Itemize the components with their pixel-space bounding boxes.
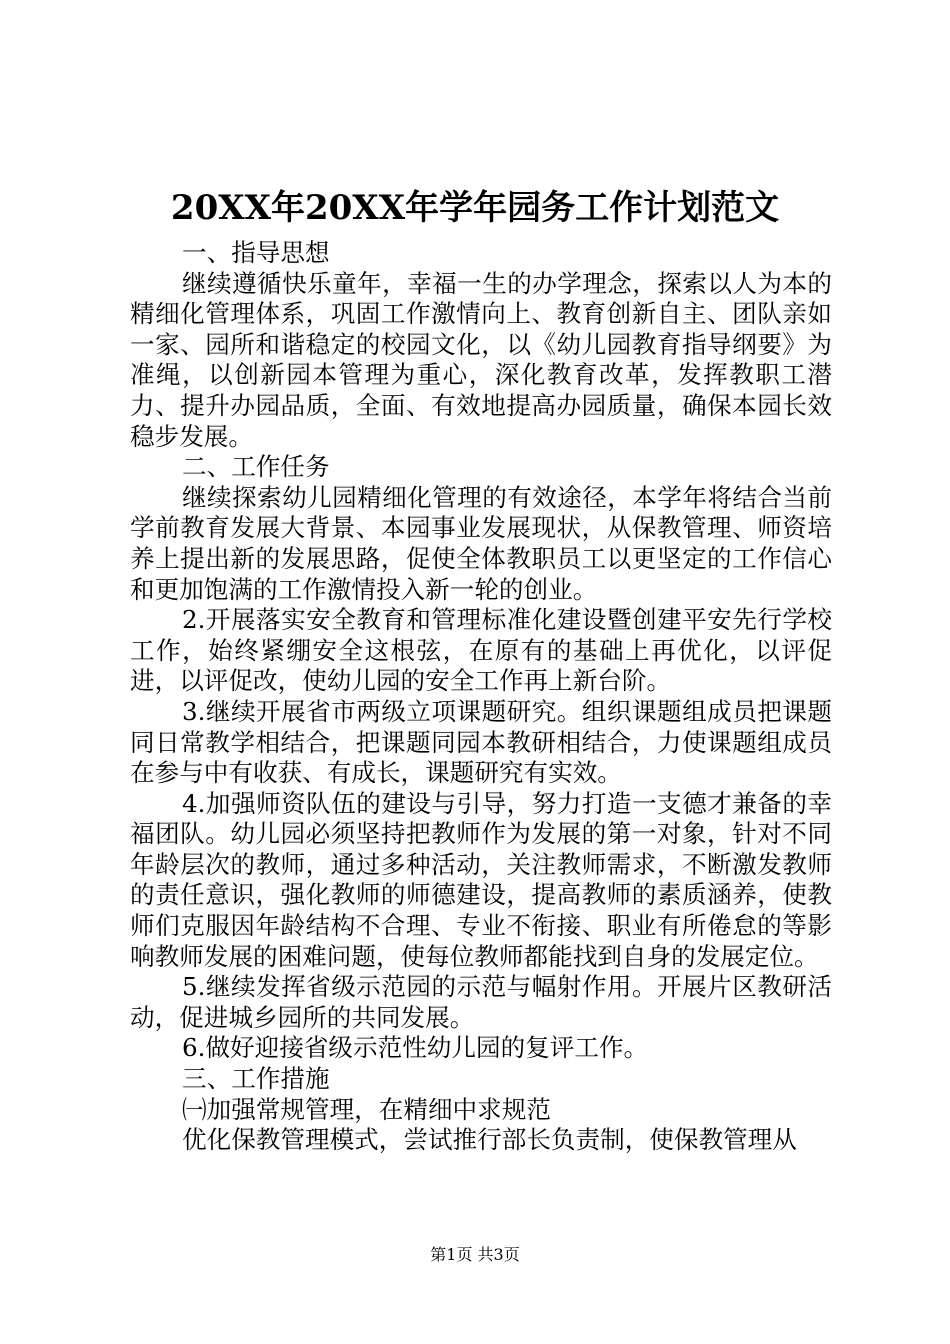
page-footer: 第1页 共3页 bbox=[430, 1245, 520, 1264]
paragraph-task-5: 5.继续发挥省级示范园的示范与幅射作用。开展片区教研活动，促进城乡园所的共同发展。 bbox=[130, 972, 832, 1032]
paragraph-task-3: 3.继续开展省市两级立项课题研究。组织课题组成员把课题同日常教学相结合，把课题同园本教研相结合，力使课题组成员在参与中有收获、有成长，课题研究有实效。 bbox=[130, 696, 832, 788]
paragraph-task-6: 6.做好迎接省级示范性幼儿园的复评工作。 bbox=[182, 1033, 649, 1063]
document-title: 20XX年20XX年学年园务工作计划范文 bbox=[170, 188, 780, 228]
paragraph-task-2: 2.开展落实安全教育和管理标准化建设暨创建平安先行学校工作，始终紧绷安全这根弦，在原有的基础上再优化，以评促进，以评促改，使幼儿园的安全工作再上新台阶。 bbox=[130, 605, 832, 696]
paragraph-guiding-ideology: 继续遵循快乐童年，幸福一生的办学理念，探索以人为本的精细化管理体系，巩固工作激情向上、教育创新自主、团队亲如一家、园所和谐稳定的校园文化，以《幼儿园教育指导纲要》为准绳，以创新园本管理为重心，深化教育改革，发挥教职工潜力、提升办园品质，全面、有效地提高办园质量，确保本园长效稳步发展。 bbox=[130, 268, 832, 451]
section-heading-work-measures: 三、工作措施 bbox=[182, 1064, 330, 1094]
paragraph-task-4: 4.加强师资队伍的建设与引导，努力打造一支德才兼备的幸福团队。幼儿园必须坚持把教师作为发展的第一对象，针对不同年龄层次的教师，通过多种活动，关注教师需求，不断激发教师的责任意识，强化教师的师德建设，提高教师的素质涵养，使教师们克服因年龄结构不合理、专业不衔接、职业有所倦怠的等影响教师发展的困难问题，使每位教师都能找到自身的发展定位。 bbox=[130, 788, 832, 971]
paragraph-measure-1: 优化保教管理模式，尝试推行部长负责制，使保教管理从 bbox=[182, 1125, 797, 1155]
document-body bbox=[130, 238, 832, 1156]
paragraph-task-1: 继续探索幼儿园精细化管理的有效途径，本学年将结合当前学前教育发展大背景、本园事业发展现状，从保教管理、师资培养上提出新的发展思路，促使全体教职员工以更坚定的工作信心和更加饱满的工作激情投入新一轮的创业。 bbox=[130, 482, 832, 604]
section-heading-guiding-ideology: 一、指导思想 bbox=[182, 238, 330, 267]
subsection-heading-routine-management: ㈠加强常规管理，在精细中求规范 bbox=[182, 1094, 551, 1124]
section-heading-work-tasks: 二、工作任务 bbox=[182, 452, 330, 482]
